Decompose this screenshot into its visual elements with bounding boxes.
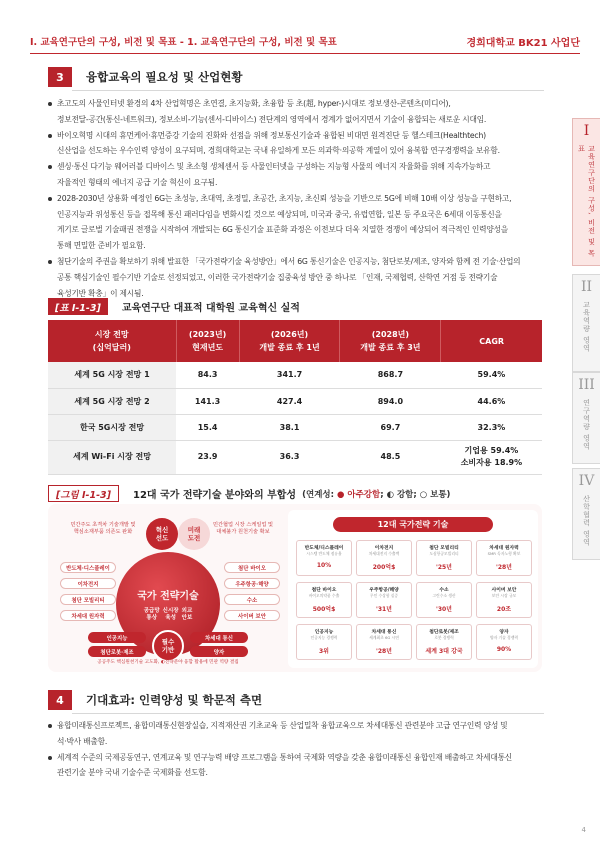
card-value: 90% [496,646,512,653]
bullet-item: 2028-2030년 상용화 예정인 6G는 초성능, 초대역, 초정밀, 초공간, 초지능, 초신뢰 성능을 기반으로 5G에 비해 10배 이상 성능을 구현하고, 인공지능과 위성통신 등을 접목해 통신 패러다임을 변화시킬 것으로 예상되며, 미국과 중국, 유럽연합, 일본 등 주요국은 6세대 이동통신을 게기로 글로벌 기술패권 전쟁을 시작하여 개발되는 6G 통신기술 표준화 과정은 이전보다 더욱 치열한 경쟁이 예상되어 적극적인 인력양성을 통해 면밀한 준비가 필요함. [48,191,542,254]
figure-tag: [그림 I-1-3] [48,485,119,502]
table-cell: 59.4% [441,362,542,388]
table-cell: 427.4 [239,388,340,414]
tech-pill: 차세대 원자력 [60,610,116,621]
card-sub: 로봇 경쟁력 [434,635,454,640]
org-name: 경희대학교 BK21 사업단 [466,37,580,49]
card-sub: 양자 기술 경쟁력 [489,635,519,640]
tech-pill: 양자 [190,646,248,657]
card-sub: SMR 독자노형 확보 [487,551,521,556]
table-cell: 341.7 [239,362,340,388]
breadcrumb: I. 교육연구단의 구성, 비전 및 목표 - 1. 교육연구단의 구성, 비전 및 목표 [30,37,337,48]
table-cell: 15.4 [176,414,239,440]
section-3-bullets [48,96,542,301]
card-sub: 차세대전지 수출액 [368,551,400,556]
card-name: 이차전지 [374,546,394,551]
card-value: '30년 [436,606,452,613]
tech-card [296,624,352,660]
bullet-item: 융합미래통신프로젝트, 융합미래통신현장실습, 지적재산권 기초교육 등 산업밀착 융합교육으로 차세대통신 관련분야 고급 연구인력 양성 및 석·박사 배출함. [48,718,542,750]
card-name: 반도체/디스플레이 [304,546,344,551]
table-cell: 894.0 [340,388,441,414]
card-value: 3위 [319,648,329,655]
tab-roman: I [583,123,590,139]
col-header: (2026년) 개발 종료 후 1년 [239,320,340,362]
row-label: 세계 5G 시장 전망 1 [48,362,176,388]
col-header: (2023년) 현재년도 [176,320,239,362]
tab-label: 연구역량 영역 [582,399,591,451]
card-name: 첨단 바이오 [311,588,337,593]
tab-roman: III [578,377,595,393]
table-caption [48,298,300,315]
tech-card [356,540,412,576]
table-row [48,388,542,414]
page-header [30,31,580,51]
card-value: 세계 3대 강국 [425,648,463,655]
card-value: 500억$ [312,606,336,613]
core-label: 국가 전략기술 [137,590,199,602]
card-name: 우주항공/해양 [369,588,399,593]
bullet-item: 세계적 수준의 국제공동연구, 연계교육 및 연구능력 배양 프로그램을 통하여 국제화 역량을 갖춘 융합미래통신 융합인재 배출하고 차세대통신 관련기술 분야 국내 기술수준 국제화를 선도함. [48,750,542,782]
tech-pill: 차세대 통신 [190,632,248,643]
table-row [48,414,542,440]
tech-pill: 수소 [224,594,280,605]
card-value: 20조 [496,606,512,613]
figure-title: 12대 국가 전략기술 분야와의 부합성 [133,490,297,501]
bullet-item: 센싱·통신 다기능 웨어러블 디바이스 및 초소형 생체센서 등 사물인터넷을 구성하는 지능형 사물의 에너지 자율화를 위해 지속가능하고 자율적인 형태의 에너지 공급 기술 혁신이 요구됨. [48,159,542,191]
card-sub: 세계최초 6G 시연 [369,635,399,640]
header-divider [30,53,580,54]
tech-pill: 첨단 바이오 [224,562,280,573]
card-sub: 그린수소 생산 [432,593,456,598]
card-sub: 인공지능 경쟁력 [310,635,338,640]
section-divider [72,90,544,91]
essential-base-circle: 필수 기반 [152,630,184,662]
section-4-heading [48,690,262,710]
tech-pill: 우주항공·해양 [224,578,280,589]
table-cell: 84.3 [176,362,239,388]
table-cell: 23.9 [176,440,239,474]
card-name: 차세대 원자력 [489,546,519,551]
table-title: 교육연구단 대표적 대학원 교육혁신 실적 [121,303,300,314]
card-sub: 시스템 반도체 점유율 [306,551,342,556]
tech-card [356,624,412,660]
right-note: 민간협업 시장 스케일업 및 대체불가 원천기술 확보 [212,522,274,535]
tech-card [476,540,532,576]
section-4-bullets [48,718,542,781]
figure-caption [48,485,450,502]
tech-card [296,540,352,576]
table-row [48,362,542,388]
section-number: 3 [48,67,72,87]
tech-card [416,540,472,576]
table-cell: 36.3 [239,440,340,474]
tech-pill: 사이버 보안 [224,610,280,621]
tech-card [476,582,532,618]
card-sub: 무인 수상함 실증 [369,593,399,598]
tech-card [416,624,472,660]
tab-chapter-3[interactable] [572,372,600,464]
tech-card [356,582,412,618]
table-cell: 44.6% [441,388,542,414]
section-title: 기대효과: 인력양성 및 학문적 측면 [86,693,263,707]
card-value: 200억$ [372,564,396,571]
row-label: 한국 5G시장 전망 [48,414,176,440]
tech-pill: 인공지능 [88,632,146,643]
tab-chapter-2[interactable] [572,274,600,372]
card-name: 차세대 통신 [371,630,397,635]
page-number: 4 [581,826,586,834]
tech-pill: 첨단 모빌리티 [60,594,116,605]
tab-chapter-4[interactable] [572,468,600,560]
table-cell: 기업용 59.4% 소비자용 18.9% [441,440,542,474]
tech-card [296,582,352,618]
section-3-heading [48,67,242,87]
card-value: '28년 [376,648,392,655]
bullet-item: 첨단기술의 주권을 확보하기 위해 발표한 「국가전략기술 육성방안」에서 6G 통신기술은 인공지능, 첨단로봇/제조, 양자와 함께 전 기술·산업의 공통 핵심기술인 필수기반 기술로 선정되었고, 이러한 국가전략기술 집중육성 방안 중 하나로 「인재, 국제협력, 산학연 거점 등 전략기술 육성기반 확충」이 제시됨. [48,254,542,301]
panel-title: 12대 국가전략 기술 [333,517,493,532]
innovation-circle: 혁신 선도 [146,518,178,550]
tab-label: 산학협력 영역 [582,495,591,547]
card-value: '25년 [436,564,452,571]
table-cell: 141.3 [176,388,239,414]
core-sub-item: 신시장 육성 [162,607,179,621]
core-sub-item: 외교 안보 [181,607,193,621]
bullet-item: 바이오혁명 시대의 휴먼케어·휴먼증강 기술의 진화와 선점을 위해 정보통신기술과 융합된 비대면 원격진단 등 헬스테크(Healthtech) 신산업을 선도하는 우수인력 양성이 요구되며, 경희대학교는 국내 유일하게 모든 의과학·의공학 계열이 있어 융복합 연구경쟁력을 보유함. [48,128,542,160]
tab-label: 교육역량 영역 [582,301,591,353]
table-row [48,440,542,474]
section-title: 융합교육의 필요성 및 산업현황 [86,70,243,84]
section-divider [72,713,544,714]
card-name: 양자 [499,630,509,635]
tech-pill: 반도체·디스플레이 [60,562,116,573]
figure-footnote: 공공주도 핵심원천기술 고도화, ◐전략분야 융합 활용에 민관 역량 결집 [97,660,239,665]
card-name: 수소 [439,588,449,593]
strategy-panel [288,510,538,668]
card-name: 첨단 모빌리티 [429,546,459,551]
strategy-tech-figure [48,504,542,672]
core-sub-group [144,608,193,622]
tech-pill: 이차전지 [60,578,116,589]
tab-roman: II [580,279,593,295]
table-cell: 868.7 [340,362,441,388]
market-forecast-table [48,320,542,475]
left-note: 민간주도 초격차 기술개발 및 핵심소재부품 의존도 완화 [70,522,136,535]
table-tag: [표 I-1-3] [48,298,108,315]
card-name: 인공지능 [314,630,334,635]
table-header-row [48,320,542,362]
card-name: 사이버 보안 [491,588,517,593]
card-sub: 보안 시장 규모 [491,593,517,598]
core-sub-item: 공급망 통상 [143,607,160,621]
card-name: 첨단로봇/제조 [429,630,459,635]
table-cell: 69.7 [340,414,441,440]
card-value: 10% [316,562,332,569]
tab-chapter-1[interactable] [572,118,600,266]
col-header: (2028년) 개발 종료 후 3년 [340,320,441,362]
figure-legend: (연계성: ● 아주강함; ◐ 강함; ○ 보통) [302,489,451,500]
section-number: 4 [48,690,72,710]
table-cell: 38.1 [239,414,340,440]
tech-card [476,624,532,660]
col-header: CAGR [441,320,542,362]
tech-pill: 첨단로봇·제조 [88,646,146,657]
tab-label: 교육연구단의 구성, 비전 및 목표 [577,145,596,258]
tech-card [416,582,472,618]
tab-roman: IV [578,473,595,489]
card-value: '31년 [376,606,392,613]
card-sub: 바이오의약품 수출 [308,593,340,598]
table-cell: 32.3% [441,414,542,440]
future-circle: 미래 도전 [178,518,210,550]
card-sub: 도심항공모빌리티 [429,551,459,556]
table-cell: 48.5 [340,440,441,474]
card-value: '28년 [496,564,512,571]
bullet-item: 초고도의 사물인터넷 환경의 4차 산업혁명은 초연결, 초지능화, 초융합 등 초(超, hyper-)시대로 정보생산-콘텐츠(미디어), 정보전달-공간(통신-네트워크), 정보소비-기능(센서-디바이스) 전단계의 영역에서 경계가 없어지면서 기술이 융합되는 새로운 시대임. [48,96,542,128]
row-label: 세계 Wi-Fi 시장 전망 [48,440,176,474]
col-header: 시장 전망 (십억달러) [48,320,176,362]
row-label: 세계 5G 시장 전망 2 [48,388,176,414]
